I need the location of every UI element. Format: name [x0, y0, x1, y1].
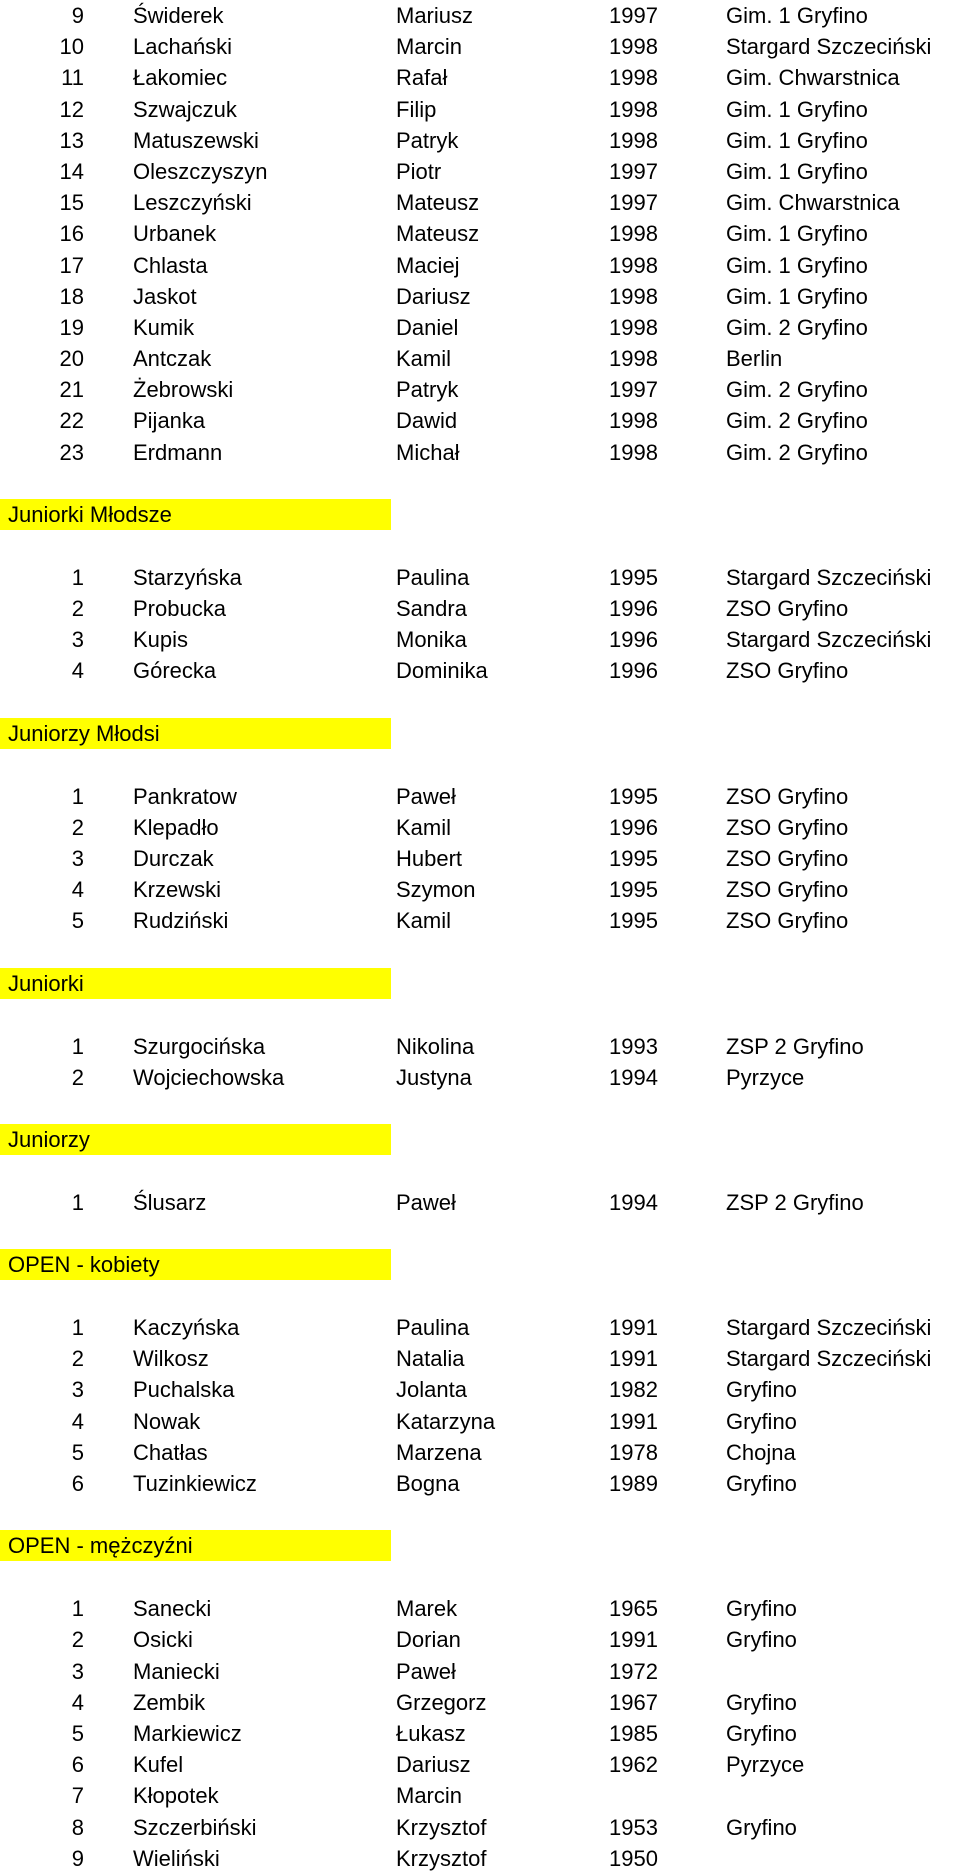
birth-year: 1997 [609, 377, 658, 403]
result-row [0, 1749, 960, 1780]
results-section [0, 1093, 960, 1218]
result-row [0, 1593, 960, 1624]
results-section [0, 1499, 960, 1874]
birth-year: 1998 [609, 283, 658, 309]
results-section [0, 687, 960, 937]
last-name: Ślusarz [133, 1189, 207, 1215]
row-number: 10 [59, 34, 84, 60]
result-row [0, 94, 960, 125]
birth-year: 1998 [609, 96, 658, 122]
last-name: Krzewski [133, 877, 222, 903]
school-club: Gim. 1 Gryfino [726, 3, 868, 28]
birth-year: 1989 [609, 1471, 658, 1496]
last-name: Osicki [133, 1627, 193, 1653]
last-name: Oleszczyszyn [133, 158, 268, 184]
last-name: Rudziński [133, 908, 229, 934]
row-number: 6 [71, 1471, 84, 1496]
results-section [0, 1218, 960, 1499]
result-row [0, 655, 960, 686]
row-number: 4 [71, 1408, 84, 1434]
school-club: Gim. 2 Gryfino [726, 314, 868, 340]
birth-year: 1998 [609, 252, 658, 278]
result-row [0, 437, 960, 468]
birth-year: 1991 [609, 1408, 658, 1434]
first-name: Dominika [396, 658, 488, 684]
row-number: 7 [71, 1783, 84, 1809]
spacer [0, 937, 960, 968]
result-row [0, 1343, 960, 1374]
last-name: Maniecki [133, 1658, 220, 1684]
first-name: Hubert [396, 845, 463, 871]
category-label: Juniorzy Młodsi [0, 718, 391, 749]
row-number: 4 [71, 1689, 84, 1715]
row-number: 12 [59, 96, 84, 122]
result-row [0, 1624, 960, 1655]
last-name: Wieliński [133, 1845, 220, 1871]
first-name: Marcin [396, 1783, 463, 1809]
result-row [0, 1468, 960, 1499]
category-label: OPEN - mężczyźni [0, 1530, 391, 1561]
result-row [0, 250, 960, 281]
category-heading [0, 718, 960, 749]
last-name: Antczak [133, 346, 212, 372]
last-name: Pankratow [133, 783, 237, 809]
first-name: Nikolina [396, 1033, 475, 1059]
school-club: ZSO Gryfino [726, 877, 849, 903]
result-row [0, 62, 960, 93]
birth-year: 1998 [609, 408, 658, 434]
last-name: Kaczyńska [133, 1315, 240, 1341]
row-number: 17 [59, 252, 84, 278]
row-number: 3 [71, 627, 84, 653]
school-club: ZSO Gryfino [726, 845, 849, 871]
birth-year: 1997 [609, 3, 658, 28]
school-club: ZSO Gryfino [726, 783, 849, 809]
category-label: OPEN - kobiety [0, 1249, 391, 1280]
last-name: Starzyńska [133, 564, 242, 590]
birth-year: 1994 [609, 1189, 658, 1215]
first-name: Dariusz [396, 1752, 471, 1778]
last-name: Durczak [133, 845, 214, 871]
school-club: Gryfino [726, 1689, 797, 1715]
result-row [0, 0, 960, 31]
school-club: Gryfino [726, 1720, 797, 1746]
birth-year: 1965 [609, 1596, 658, 1622]
first-name: Daniel [396, 314, 459, 340]
row-number: 21 [59, 377, 84, 403]
first-name: Dawid [396, 408, 458, 434]
last-name: Chatłas [133, 1439, 208, 1465]
last-name: Górecka [133, 658, 217, 684]
row-number: 4 [71, 877, 84, 903]
first-name: Mateusz [396, 221, 480, 247]
first-name: Marek [396, 1596, 458, 1622]
school-club: Gim. Chwarstnica [726, 190, 900, 216]
last-name: Klepadło [133, 814, 219, 840]
birth-year: 1998 [609, 314, 658, 340]
result-row [0, 343, 960, 374]
first-name: Rafał [396, 65, 448, 91]
first-name: Marzena [396, 1439, 482, 1465]
result-row [0, 1812, 960, 1843]
row-number: 9 [71, 1845, 84, 1871]
last-name: Świderek [133, 3, 224, 28]
row-number: 5 [71, 1720, 84, 1746]
spacer [0, 1280, 960, 1312]
category-heading [0, 1249, 960, 1280]
first-name: Sandra [396, 596, 467, 621]
birth-year: 1995 [609, 845, 658, 871]
row-number: 1 [71, 1033, 84, 1059]
school-club: Stargard Szczeciński [726, 627, 932, 653]
row-number: 16 [59, 221, 84, 247]
first-name: Patryk [396, 377, 459, 403]
result-row [0, 1406, 960, 1437]
first-name: Dorian [396, 1627, 461, 1653]
row-number: 23 [59, 439, 84, 465]
spacer [0, 687, 960, 718]
birth-year: 1991 [609, 1627, 658, 1653]
first-name: Kamil [396, 908, 452, 934]
last-name: Szwajczuk [133, 96, 237, 122]
birth-year: 1995 [609, 877, 658, 903]
first-name: Łukasz [396, 1720, 466, 1746]
row-number: 1 [71, 1315, 84, 1341]
first-name: Krzysztof [396, 1814, 487, 1840]
results-section [0, 468, 960, 687]
school-club: Stargard Szczeciński [726, 1346, 932, 1372]
last-name: Urbanek [133, 221, 217, 247]
last-name: Matuszewski [133, 127, 259, 153]
first-name: Monika [396, 627, 467, 653]
first-name: Dariusz [396, 283, 471, 309]
school-club: Stargard Szczeciński [726, 564, 932, 590]
birth-year: 1978 [609, 1439, 658, 1465]
birth-year: 1985 [609, 1720, 658, 1746]
result-row [0, 874, 960, 905]
results-section [0, 0, 960, 468]
last-name: Kłopotek [133, 1783, 219, 1809]
school-club: Stargard Szczeciński [726, 1315, 932, 1341]
birth-year: 1962 [609, 1752, 658, 1778]
first-name: Grzegorz [396, 1689, 487, 1715]
first-name: Szymon [396, 877, 476, 903]
result-row [0, 125, 960, 156]
row-number: 4 [71, 658, 84, 684]
row-number: 5 [71, 908, 84, 934]
result-row [0, 1656, 960, 1687]
school-club: Berlin [726, 346, 783, 372]
last-name: Szczerbiński [133, 1814, 257, 1840]
birth-year: 1998 [609, 34, 658, 60]
row-number: 22 [59, 408, 84, 434]
last-name: Sanecki [133, 1596, 212, 1622]
result-row [0, 1312, 960, 1343]
last-name: Markiewicz [133, 1720, 242, 1746]
birth-year: 1953 [609, 1814, 658, 1840]
birth-year: 1995 [609, 783, 658, 809]
school-club: ZSP 2 Gryfino [726, 1189, 864, 1215]
last-name: Wojciechowska [133, 1064, 285, 1090]
results-section [0, 937, 960, 1093]
result-row [0, 781, 960, 812]
result-row [0, 905, 960, 936]
result-row [0, 843, 960, 874]
last-name: Lachański [133, 34, 233, 60]
row-number: 3 [71, 1377, 84, 1403]
first-name: Natalia [396, 1346, 465, 1372]
result-row [0, 593, 960, 624]
row-number: 11 [61, 65, 84, 91]
last-name: Tuzinkiewicz [133, 1471, 257, 1496]
row-number: 15 [59, 190, 84, 216]
school-club: Stargard Szczeciński [726, 34, 932, 60]
row-number: 3 [71, 845, 84, 871]
school-club: Gryfino [726, 1377, 797, 1403]
result-row [0, 1843, 960, 1874]
school-club: Chojna [726, 1439, 796, 1465]
birth-year: 1998 [609, 221, 658, 247]
row-number: 6 [71, 1752, 84, 1778]
row-number: 1 [71, 564, 84, 590]
row-number: 2 [71, 1346, 84, 1372]
spacer [0, 999, 960, 1031]
result-row [0, 1437, 960, 1468]
birth-year: 1998 [609, 127, 658, 153]
first-name: Katarzyna [396, 1408, 496, 1434]
birth-year: 1995 [609, 564, 658, 590]
first-name: Paweł [396, 1658, 456, 1684]
school-club: Pyrzyce [726, 1064, 805, 1090]
result-row [0, 187, 960, 218]
birth-year: 1991 [609, 1346, 658, 1372]
last-name: Kumik [133, 314, 195, 340]
result-row [0, 312, 960, 343]
last-name: Jaskot [133, 283, 197, 309]
school-club: ZSP 2 Gryfino [726, 1033, 864, 1059]
row-number: 3 [71, 1658, 84, 1684]
school-club: Gim. 1 Gryfino [726, 221, 868, 247]
spacer [0, 1561, 960, 1593]
row-number: 13 [59, 127, 84, 153]
result-row [0, 31, 960, 62]
category-label: Juniorki [0, 968, 391, 999]
school-club: ZSO Gryfino [726, 814, 849, 840]
school-club: Gim. 1 Gryfino [726, 283, 868, 309]
school-club: Gryfino [726, 1814, 797, 1840]
last-name: Probucka [133, 596, 226, 621]
spacer [0, 1218, 960, 1249]
result-row [0, 1718, 960, 1749]
category-label: Juniorzy [0, 1124, 391, 1155]
result-row [0, 1187, 960, 1218]
school-club: Gim. 1 Gryfino [726, 252, 868, 278]
row-number: 1 [71, 1596, 84, 1622]
category-heading [0, 1124, 960, 1155]
birth-year: 1997 [609, 190, 658, 216]
school-club: Gryfino [726, 1627, 797, 1653]
last-name: Puchalska [133, 1377, 235, 1403]
last-name: Erdmann [133, 439, 223, 465]
last-name: Szurgocińska [133, 1033, 266, 1059]
category-heading [0, 499, 960, 530]
result-row [0, 562, 960, 593]
first-name: Krzysztof [396, 1845, 487, 1871]
birth-year: 1996 [609, 814, 658, 840]
last-name: Nowak [133, 1408, 201, 1434]
result-row [0, 1374, 960, 1405]
first-name: Marcin [396, 34, 463, 60]
school-club: Gryfino [726, 1596, 797, 1622]
school-club: Pyrzyce [726, 1752, 805, 1778]
last-name: Leszczyński [133, 190, 252, 216]
last-name: Kupis [133, 627, 189, 653]
result-row [0, 1031, 960, 1062]
result-row [0, 405, 960, 436]
birth-year: 1967 [609, 1689, 658, 1715]
result-row [0, 281, 960, 312]
category-heading [0, 1530, 960, 1561]
birth-year: 1996 [609, 658, 658, 684]
first-name: Patryk [396, 127, 459, 153]
birth-year: 1982 [609, 1377, 658, 1403]
result-row [0, 624, 960, 655]
row-number: 9 [71, 3, 84, 28]
birth-year: 1991 [609, 1315, 658, 1341]
last-name: Żebrowski [133, 377, 234, 403]
birth-year: 1996 [609, 627, 658, 653]
school-club: Gim. 1 Gryfino [726, 158, 868, 184]
birth-year: 1950 [609, 1845, 658, 1871]
row-number: 18 [59, 283, 84, 309]
first-name: Piotr [396, 158, 442, 184]
row-number: 2 [71, 1064, 84, 1090]
birth-year: 1998 [609, 439, 658, 465]
row-number: 2 [71, 814, 84, 840]
row-number: 1 [71, 1189, 84, 1215]
school-club: Gim. 2 Gryfino [726, 408, 868, 434]
first-name: Paweł [396, 783, 456, 809]
category-label: Juniorki Młodsze [0, 499, 391, 530]
spacer [0, 749, 960, 781]
school-club: Gim. Chwarstnica [726, 65, 900, 91]
first-name: Filip [396, 96, 437, 122]
last-name: Wilkosz [133, 1346, 209, 1372]
school-club: Gryfino [726, 1471, 797, 1496]
first-name: Kamil [396, 346, 452, 372]
birth-year: 1997 [609, 158, 658, 184]
row-number: 20 [59, 346, 84, 372]
first-name: Bogna [396, 1471, 460, 1496]
row-number: 14 [59, 158, 84, 184]
result-row [0, 812, 960, 843]
row-number: 5 [71, 1439, 84, 1465]
result-row [0, 218, 960, 249]
first-name: Justyna [396, 1064, 472, 1090]
last-name: Pijanka [133, 408, 206, 434]
result-row [0, 1687, 960, 1718]
first-name: Paulina [396, 1315, 470, 1341]
row-number: 19 [59, 314, 84, 340]
spacer [0, 1499, 960, 1530]
row-number: 1 [71, 783, 84, 809]
last-name: Zembik [133, 1689, 206, 1715]
last-name: Kufel [133, 1752, 184, 1778]
first-name: Mateusz [396, 190, 480, 216]
first-name: Mariusz [396, 3, 474, 28]
row-number: 2 [71, 1627, 84, 1653]
school-club: Gim. 1 Gryfino [726, 96, 868, 122]
first-name: Kamil [396, 814, 452, 840]
school-club: ZSO Gryfino [726, 658, 849, 684]
birth-year: 1998 [609, 346, 658, 372]
first-name: Maciej [396, 252, 460, 278]
result-row [0, 1062, 960, 1093]
row-number: 8 [71, 1814, 84, 1840]
school-club: Gim. 1 Gryfino [726, 127, 868, 153]
school-club: Gryfino [726, 1408, 797, 1434]
result-row [0, 374, 960, 405]
result-row [0, 156, 960, 187]
birth-year: 1993 [609, 1033, 658, 1059]
birth-year: 1995 [609, 908, 658, 934]
birth-year: 1998 [609, 65, 658, 91]
first-name: Paulina [396, 564, 470, 590]
last-name: Chlasta [133, 252, 208, 278]
school-club: ZSO Gryfino [726, 908, 849, 934]
last-name: Łakomiec [133, 65, 228, 91]
school-club: ZSO Gryfino [726, 596, 849, 621]
first-name: Paweł [396, 1189, 456, 1215]
school-club: Gim. 2 Gryfino [726, 377, 868, 403]
birth-year: 1972 [609, 1658, 658, 1684]
school-club: Gim. 2 Gryfino [726, 439, 868, 465]
spacer [0, 468, 960, 499]
first-name: Michał [396, 439, 460, 465]
spacer [0, 530, 960, 562]
row-number: 2 [71, 596, 84, 621]
birth-year: 1996 [609, 596, 658, 621]
result-row [0, 1780, 960, 1811]
spacer [0, 1093, 960, 1124]
spacer [0, 1155, 960, 1187]
birth-year: 1994 [609, 1064, 658, 1090]
first-name: Jolanta [396, 1377, 467, 1403]
category-heading [0, 968, 960, 999]
